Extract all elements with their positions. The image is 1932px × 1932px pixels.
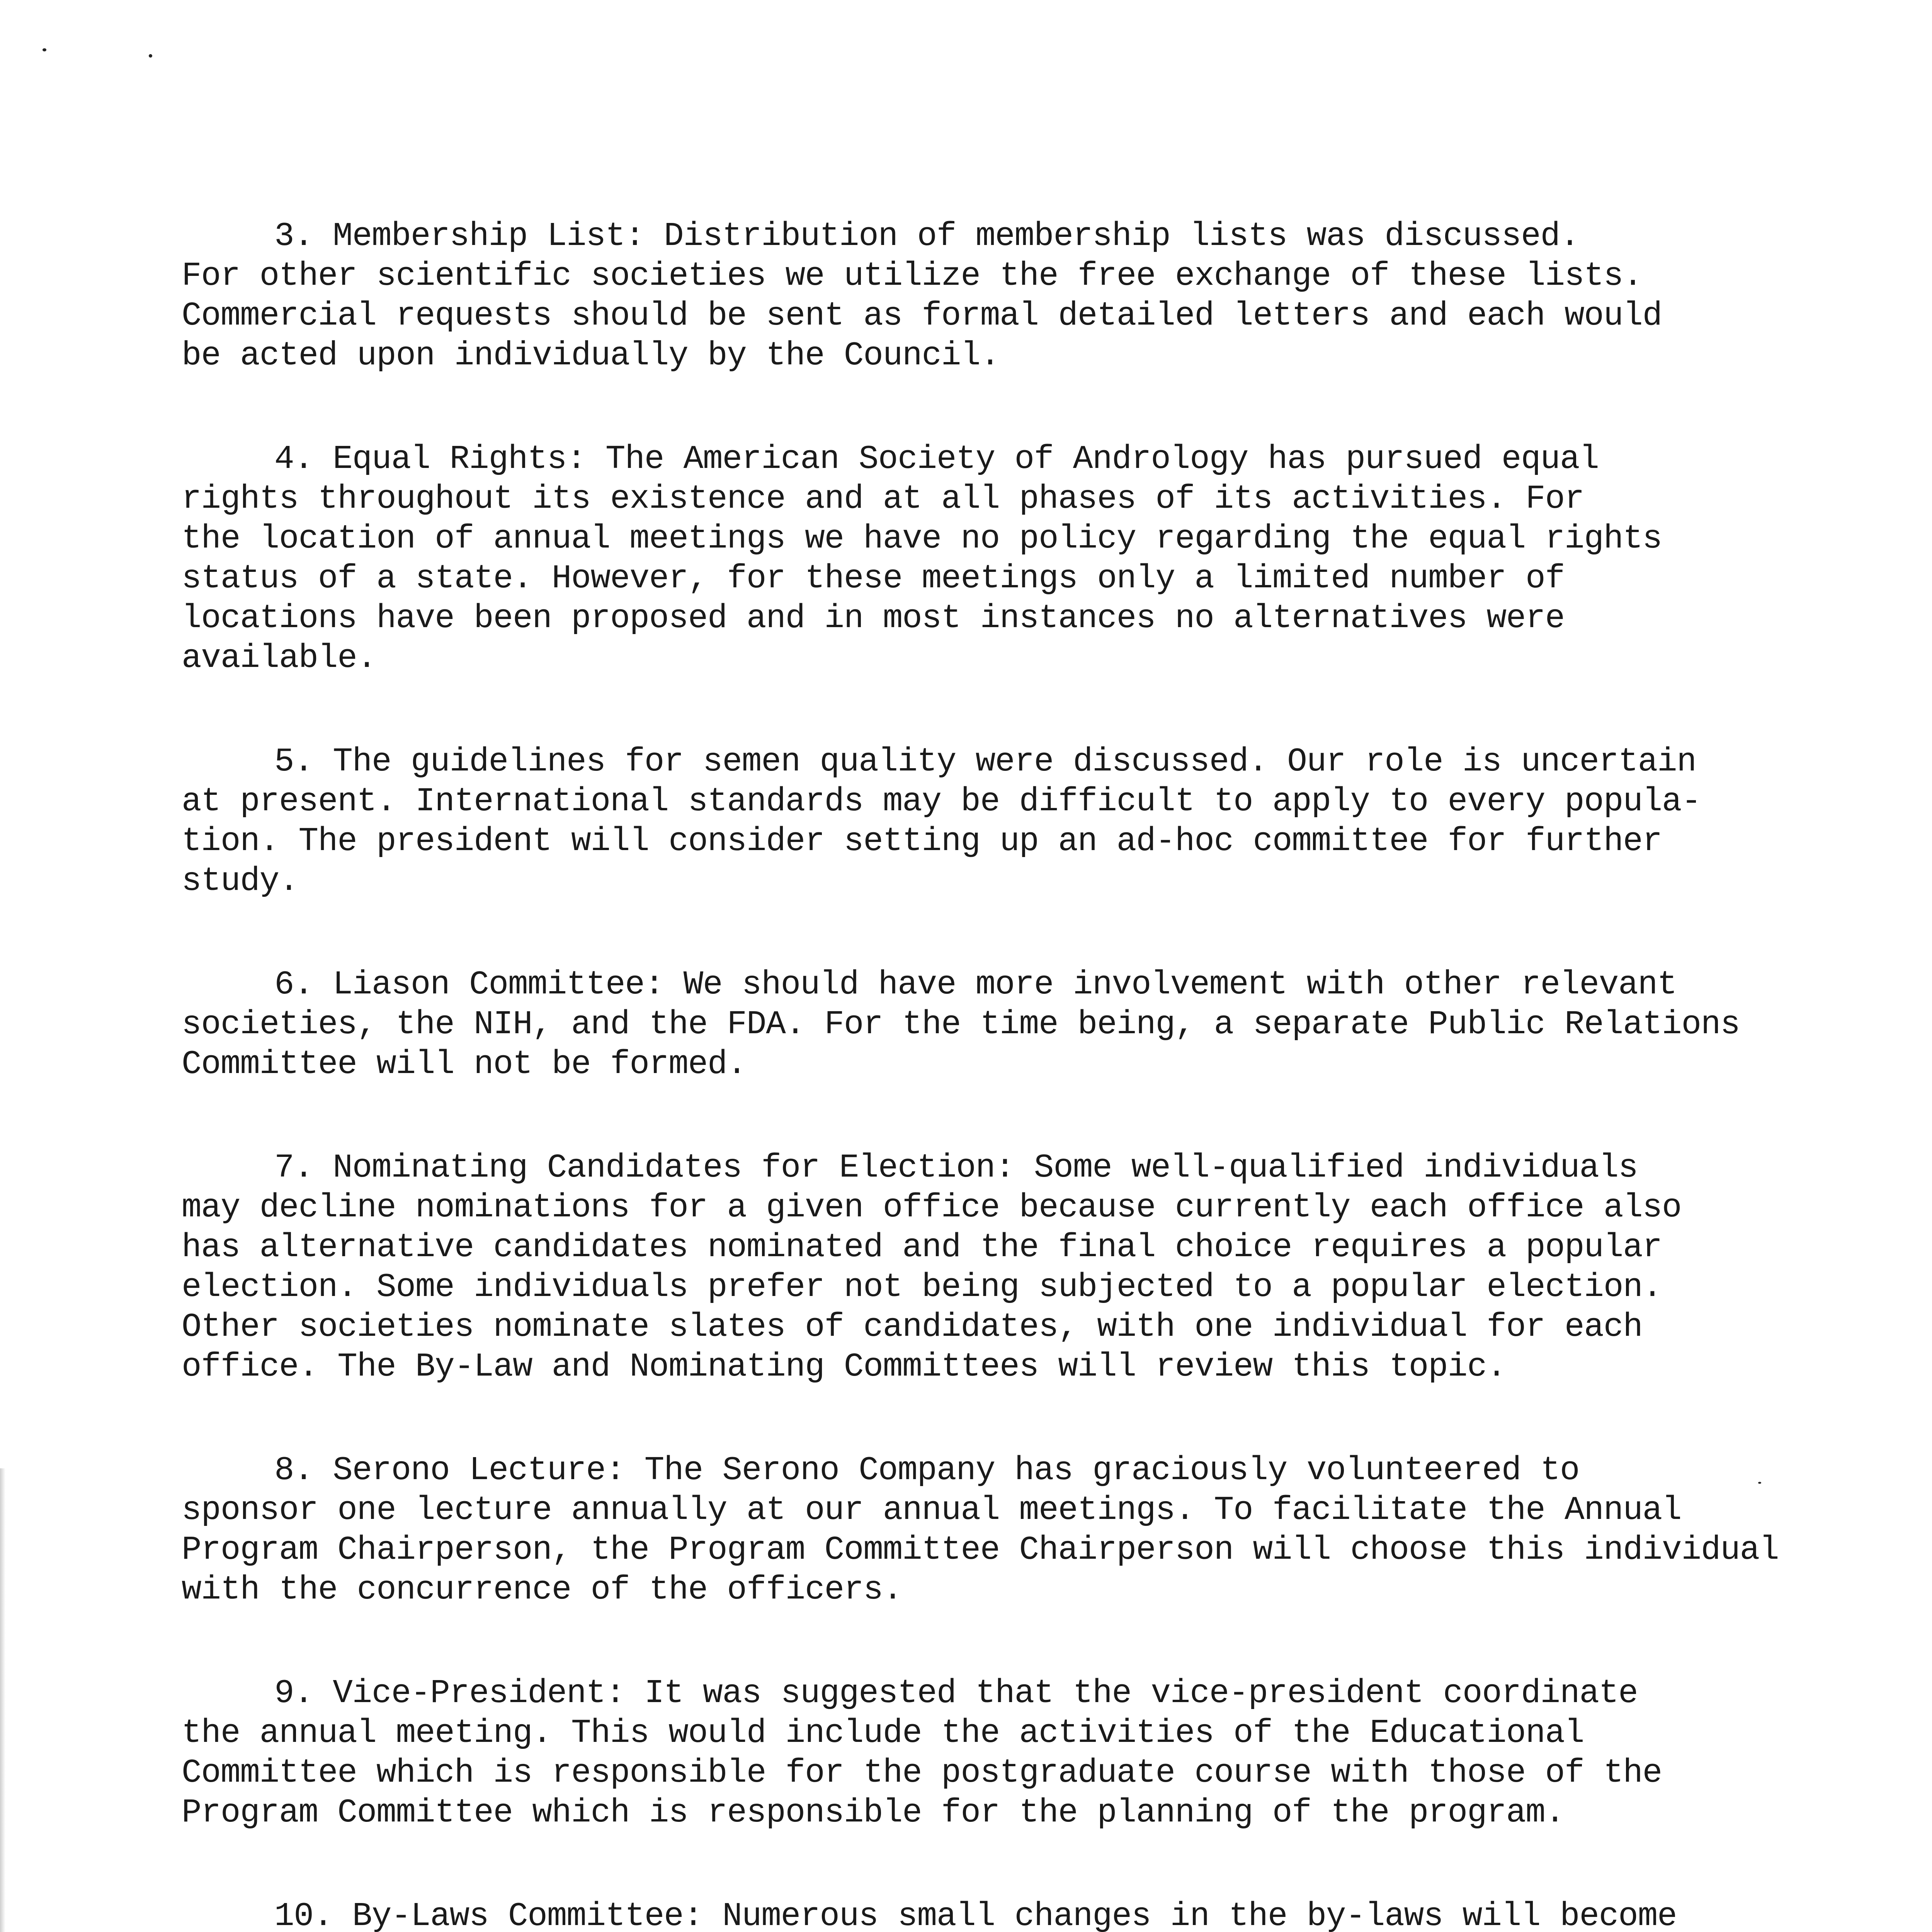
scan-speck xyxy=(43,48,46,51)
item-text-line: Committee will not be formed. xyxy=(182,1045,747,1083)
item-heading-line: 6. Liason Committee: We should have more involvement with other relevant xyxy=(274,966,1677,1003)
item-text-line: available. xyxy=(182,639,377,677)
item-text-line: the annual meeting. This would include the activities of the Educational xyxy=(182,1714,1584,1752)
minutes-item xyxy=(182,1896,1804,1932)
item-text-line: be acted upon individually by the Council. xyxy=(182,337,1000,374)
minutes-item xyxy=(182,1451,1804,1610)
minutes-item xyxy=(182,965,1804,1084)
item-text-line: tion. The president will consider setting up an ad-hoc committee for further xyxy=(182,822,1662,860)
item-heading-line: 8. Serono Lecture: The Serono Company has graciously volunteered to xyxy=(274,1451,1580,1489)
item-heading-line: 9. Vice-President: It was suggested that the vice-president coordinate xyxy=(274,1674,1638,1712)
item-heading-line: 10. By-Laws Committee: Numerous small changes in the by-laws will become xyxy=(274,1897,1677,1932)
item-heading-line: 4. Equal Rights: The American Society of Andrology has pursued equal xyxy=(274,440,1599,478)
item-text-line: societies, the NIH, and the FDA. For the time being, a separate Public Relations xyxy=(182,1005,1740,1043)
minutes-item xyxy=(182,1673,1804,1833)
item-text-line: Other societies nominate slates of candidates, with one individual for each xyxy=(182,1308,1643,1346)
item-heading-line: 5. The guidelines for semen quality were discussed. Our role is uncertain xyxy=(274,743,1696,781)
minutes-body xyxy=(182,216,1804,1932)
minutes-item xyxy=(182,1148,1804,1387)
item-text-line: at present. International standards may be difficult to apply to every popula- xyxy=(182,782,1701,820)
item-heading-line: 3. Membership List: Distribution of membership lists was discussed. xyxy=(274,217,1580,255)
scan-shadow-left xyxy=(0,1468,5,1932)
item-text-line: Commercial requests should be sent as formal detailed letters and each would xyxy=(182,297,1662,335)
item-text-line: status of a state. However, for these meetings only a limited number of xyxy=(182,560,1565,597)
item-text-line: has alternative candidates nominated and the final choice requires a popular xyxy=(182,1228,1662,1266)
item-text-line: office. The By-Law and Nominating Committees will review this topic. xyxy=(182,1348,1506,1386)
item-text-line: Committee which is responsible for the postgraduate course with those of the xyxy=(182,1754,1662,1792)
item-text-line: the location of annual meetings we have no policy regarding the equal rights xyxy=(182,520,1662,558)
item-text-line: with the concurrence of the officers. xyxy=(182,1571,903,1609)
item-text-line: Program Committee which is responsible for the planning of the program. xyxy=(182,1794,1565,1832)
minutes-item xyxy=(182,439,1804,678)
item-text-line: rights throughout its existence and at all phases of its activities. For xyxy=(182,480,1584,518)
item-text-line: sponsor one lecture annually at our annual meetings. To facilitate the Annual xyxy=(182,1491,1682,1529)
item-text-line: study. xyxy=(182,862,299,900)
item-heading-line: 7. Nominating Candidates for Election: Some well-qualified individuals xyxy=(274,1149,1638,1187)
item-text-line: may decline nominations for a given office because currently each office also xyxy=(182,1189,1682,1226)
item-text-line: For other scientific societies we utilize the free exchange of these lists. xyxy=(182,257,1643,295)
item-text-line: Program Chairperson, the Program Committee Chairperson will choose this individual xyxy=(182,1531,1779,1569)
scan-speck xyxy=(149,54,152,58)
item-text-line: locations have been proposed and in most instances no alternatives were xyxy=(182,599,1565,637)
minutes-item xyxy=(182,216,1804,376)
item-text-line: election. Some individuals prefer not being subjected to a popular election. xyxy=(182,1268,1662,1306)
minutes-item xyxy=(182,742,1804,901)
